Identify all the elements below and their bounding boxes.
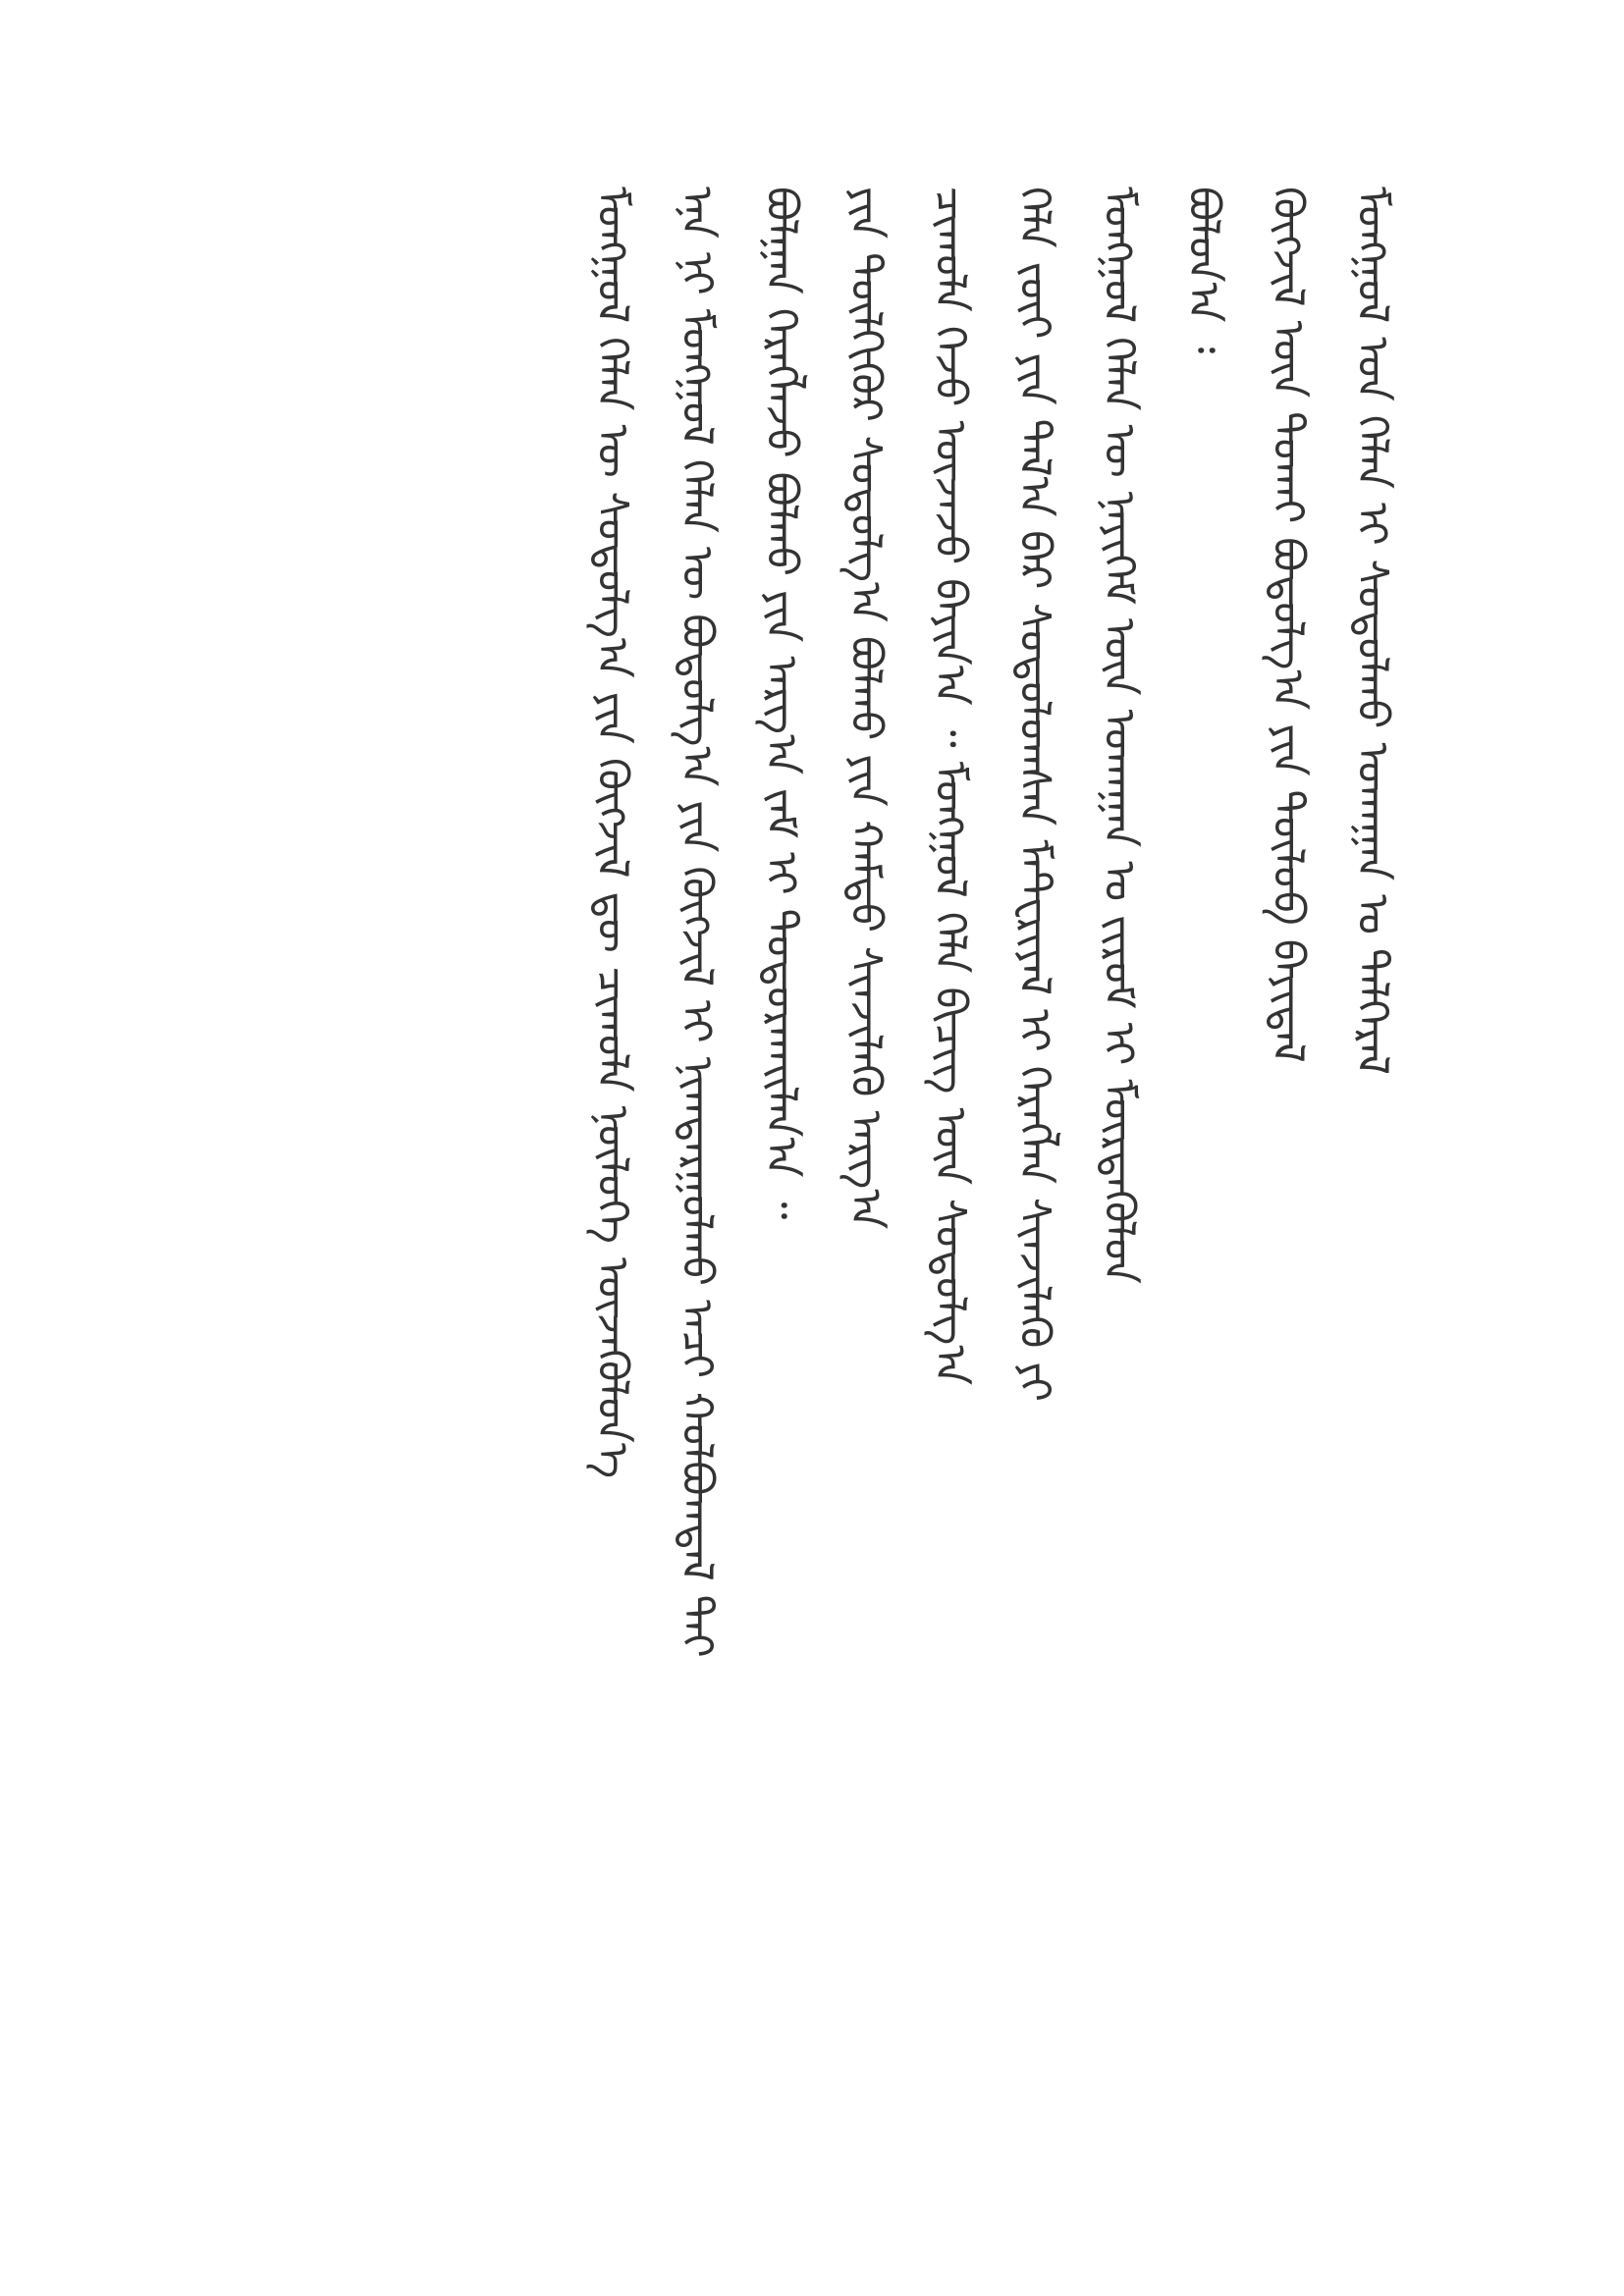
text-column: ᠬᠦᠭᠵᠢᠯ ᠦᠨ ᠲᠤᠬᠠᠢ ᠪᠣᠳᠣᠯᠭ᠎ᠠ ᠶᠢᠨ ᠲᠥᠯᠦᠪ ᠪᠠᠶᠢᠳᠠᠯ bbox=[1263, 187, 1313, 1063]
text-column: ᠮᠣᠩᠭᠣᠯ ᠤᠨ ᠬᠡᠯᠡᠨ ᠢ ᠰᠤᠳᠤᠯᠬᠤ ᠤᠬᠠᠭᠠᠨ ᠤ ᠳᠡᠯᠭᠡᠷᠡᠯ bbox=[1347, 187, 1397, 1075]
text-column: ᠪᠣᠯᠣᠨ᠎ᠠ ᠄ bbox=[1178, 187, 1228, 354]
text-column: ᠪᠣᠯᠭᠠᠨ ᠬᠡᠷᠡᠭᠯᠡᠵᠦ ᠪᠣᠯᠬᠤ ᠶᠢᠨ ᠠᠷᠭ᠎ᠠ ᠵᠠᠮ ᠢ ᠲᠣᠳᠣᠷᠬᠠᠢᠯᠠᠨ᠎ᠠ ᠃ bbox=[756, 187, 806, 1220]
text-column: ᠮᠣᠩᠭᠣᠯ ᠬᠡᠯᠡᠨ ᠦ ᠨᠡᠶᠢᠭᠡᠮ ᠦᠨ ᠤᠬᠠᠭᠠᠨ ᠤ ᠵᠢᠷᠤᠮ ᠢ ᠮᠦᠷᠳᠡᠭᠦᠯᠦᠨ bbox=[1094, 187, 1144, 1284]
text-column: ᠴᠢᠬᠤᠯᠠ ᠭᠡᠵᠦ ᠦᠵᠡᠵᠦ ᠪᠠᠶᠢᠨ᠎ᠠ ᠃ ᠮᠣᠩᠭᠣᠯ ᠬᠡᠯᠡ ᠪᠢᠴᠢᠭ᠌ ᠦᠨ ᠰᠤᠳᠤᠯᠭ᠎ᠠ bbox=[925, 187, 975, 1386]
text-column: ᠬᠡᠯᠡ ᠵᠦᠢ ᠶᠢᠨ ᠲᠠᠯ᠎ᠠ ᠪᠠᠷ ᠰᠤᠳᠤᠯᠤᠭᠰᠠᠨ ᠮᠠᠲ᠋ᠧᠷᠢᠶᠠᠯ ᠢ ᠬᠡᠷᠡᠭᠯᠡᠨ ᠰᠢᠨᠵᠢᠯᠡᠬᠦ ᠶᠢ bbox=[1009, 187, 1059, 1402]
text-column: ᠶᠢᠨ ᠲᠦᠯᠬᠢᠭᠦᠷ ᠰᠤᠳᠤᠯᠭ᠎ᠠ ᠪᠣᠯᠬᠤ ᠶᠢᠨ ᠬᠠᠮᠲᠤ ᠰᠢᠨᠵᠢᠯᠡᠬᠦ ᠠᠷᠭ᠎ᠠ bbox=[840, 187, 891, 1230]
text-column: ᠡᠨᠡ ᠨᠢ ᠮᠣᠩᠭᠣᠯ ᠬᠡᠯᠡᠨ ᠦ ᠪᠣᠳᠣᠯᠭ᠎ᠠ ᠶᠢᠨ ᠬᠥᠭᠵᠢᠯ ᠢ ᠨᠢᠭᠲᠠᠷᠭᠤᠯᠬᠤ ᠠᠴᠢ ᠬᠣᠯᠪᠣᠭᠳᠠᠯ ᠲᠠᠢ bbox=[672, 187, 722, 1658]
mongolian-text-block bbox=[236, 187, 1414, 2110]
text-column: ᠮᠣᠩᠭᠣᠯ ᠬᠡᠯᠡᠨ ᠦ ᠰᠤᠳᠤᠯᠭ᠎ᠠ ᠶᠢᠨ ᠬᠥᠭᠵᠢᠯ ᠳᠦ ᠴᠢᠬᠤᠯᠠ ᠨᠥᠯᠦᠭᠡ ᠦᠵᠡᠭᠦᠯᠦᠨ᠎ᠡ bbox=[587, 187, 637, 1479]
